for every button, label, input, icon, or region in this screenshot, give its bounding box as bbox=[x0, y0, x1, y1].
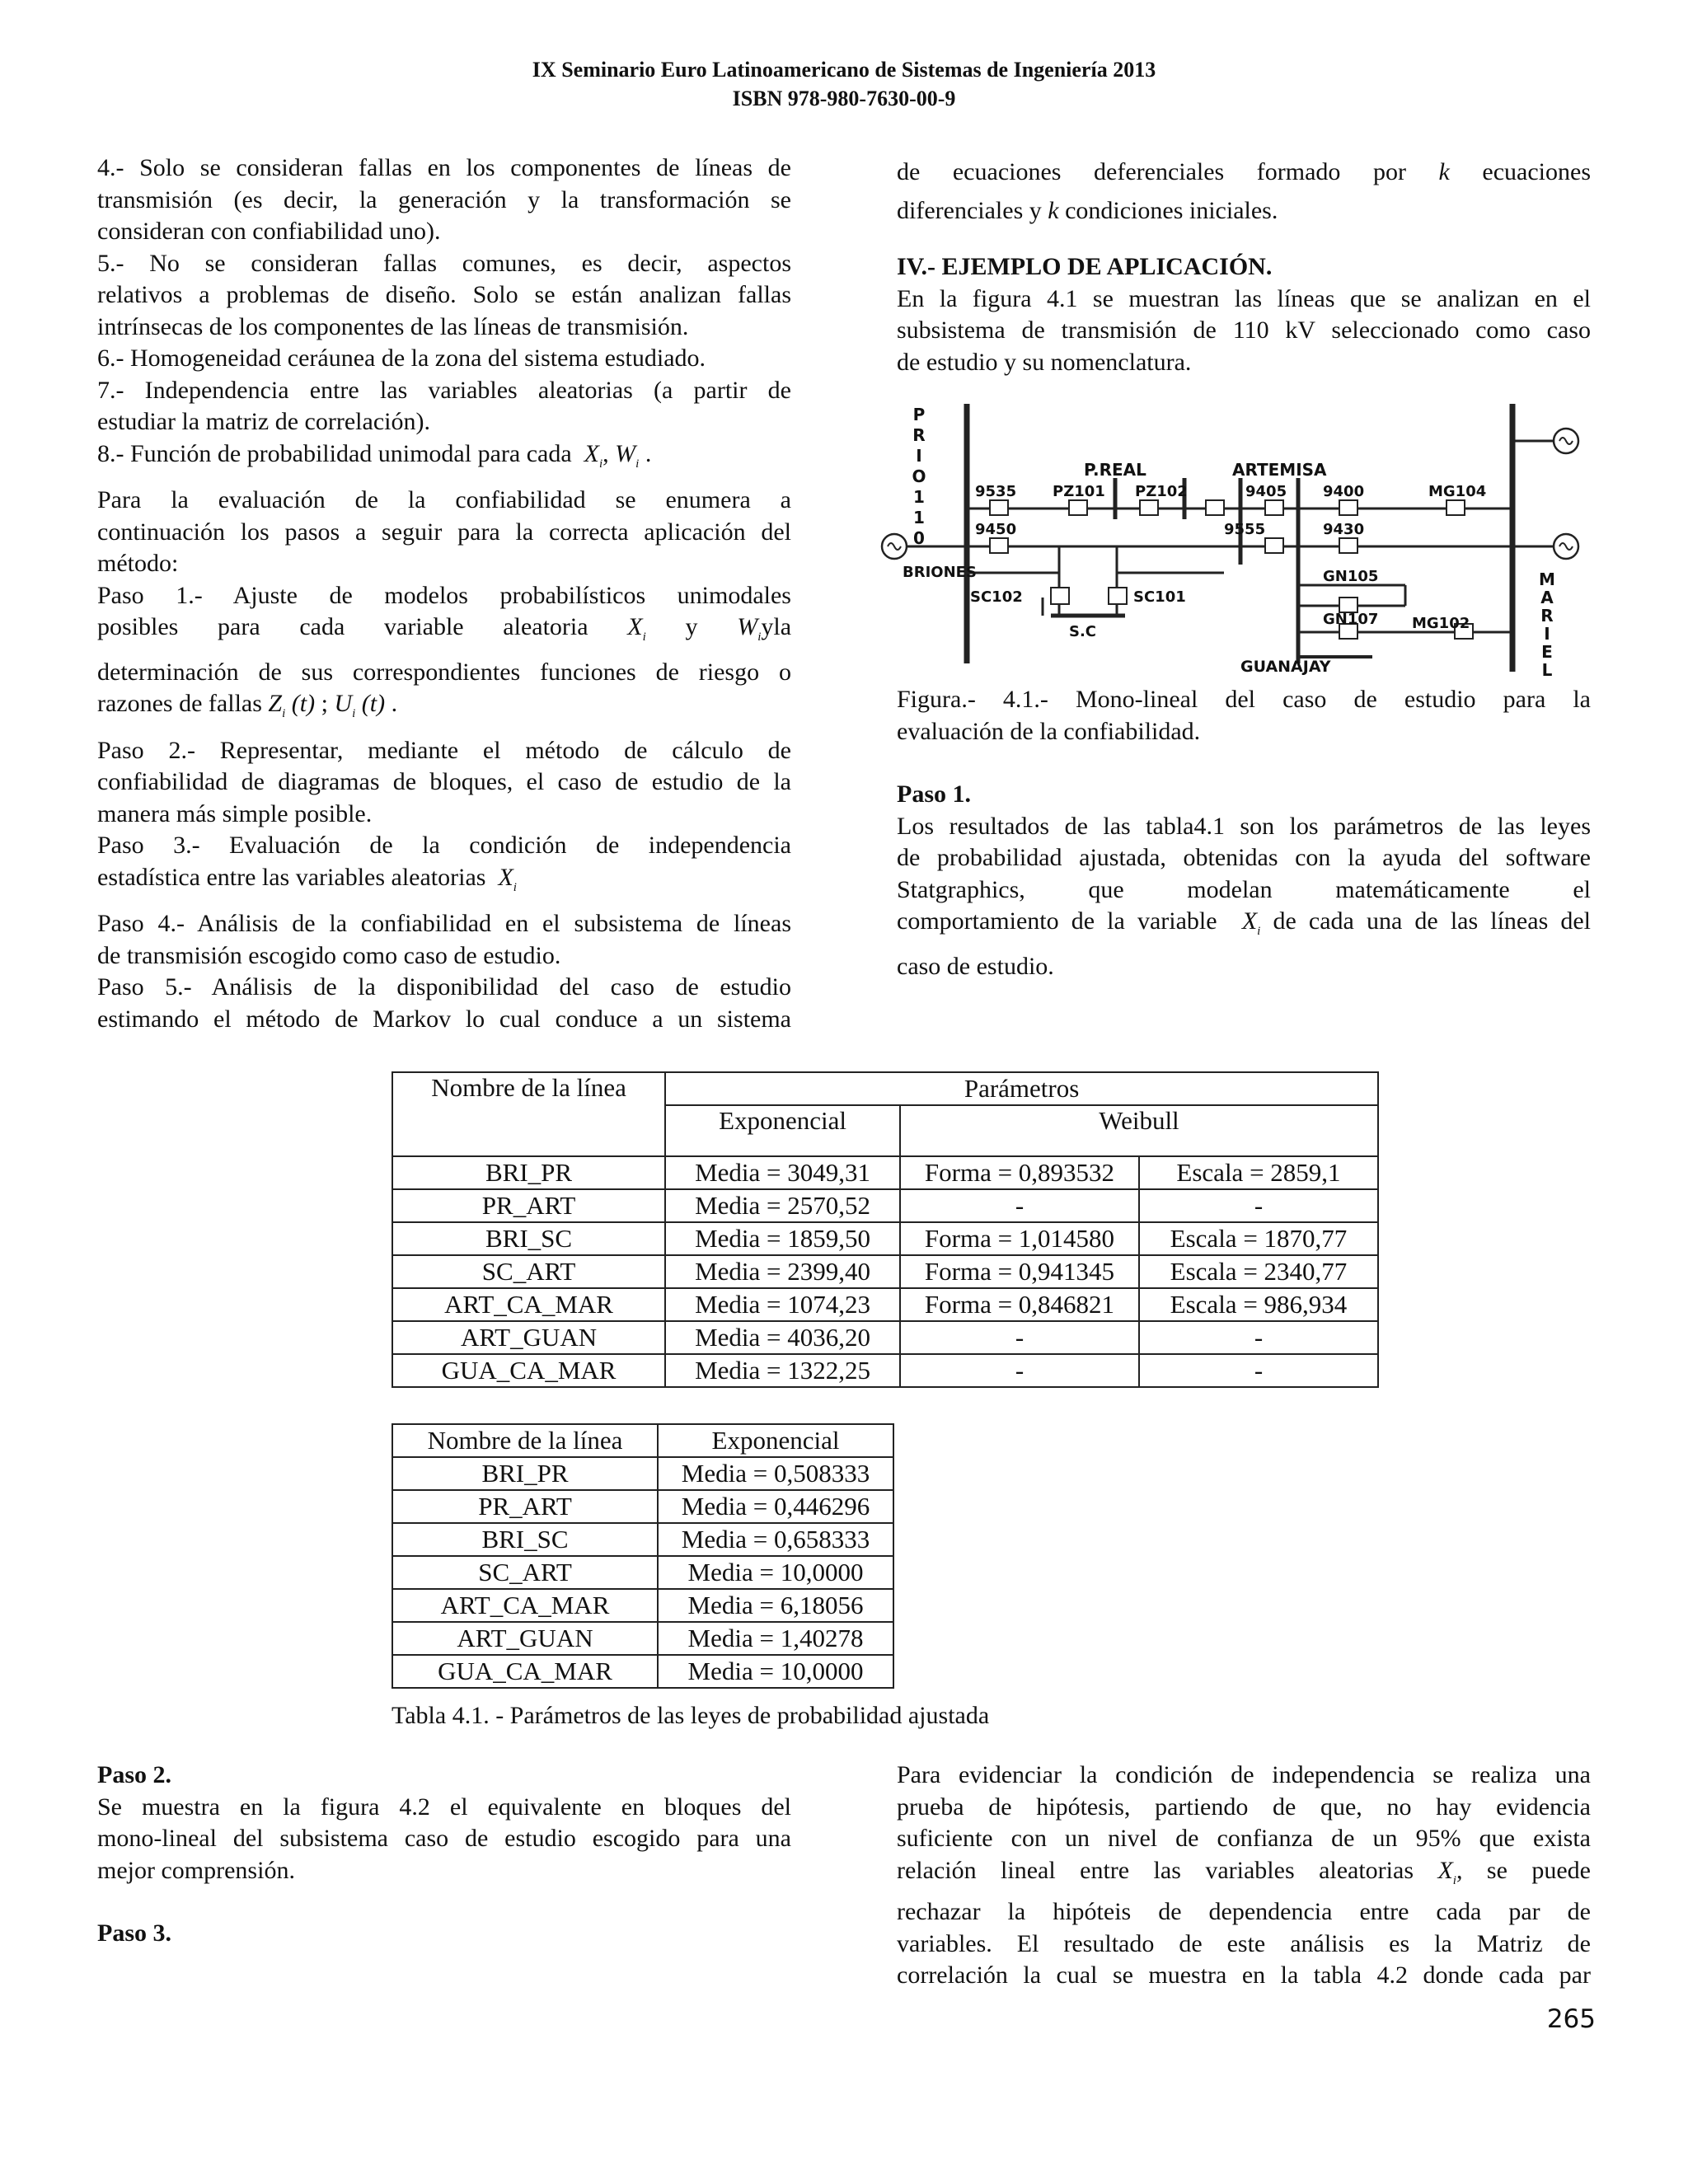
text-line: confiabilidad de diagramas de bloques, el caso de estudio de la bbox=[97, 768, 791, 795]
table-cell: - bbox=[1139, 1189, 1378, 1222]
diagram-label-9400: 9400 bbox=[1323, 483, 1365, 500]
diagram-label-gn105: GN105 bbox=[1323, 568, 1379, 585]
diagram-label-preal: P.REAL bbox=[1084, 460, 1146, 480]
text-line-r1: de ecuaciones deferenciales formado por k ecuaciones bbox=[897, 158, 1592, 185]
text-line: estudiar la matriz de correlación). bbox=[97, 408, 430, 435]
table-cell: Escala = 2340,77 bbox=[1139, 1255, 1378, 1288]
text-line: transmisión (es decir, la generación y la transformación se bbox=[97, 185, 791, 213]
text-line: relativos a problemas de diseño. Solo se están analizan fallas bbox=[97, 281, 791, 308]
diagram-label-briones: BRIONES bbox=[903, 564, 977, 581]
text-line: variables. El resultado de este análisis es la Matriz de bbox=[897, 1929, 1591, 1957]
table-cell: PR_ART bbox=[392, 1490, 658, 1523]
table-cell: Media = 3049,31 bbox=[665, 1156, 900, 1189]
text-line-r2: diferenciales y k condiciones iniciales. bbox=[897, 196, 1278, 224]
diagram-label-mg102: MG102 bbox=[1412, 615, 1470, 632]
table-row bbox=[392, 1457, 893, 1490]
text-line: Paso 4.- Análisis de la confiabilidad en el subsistema de líneas bbox=[97, 910, 791, 937]
text-line: subsistema de transmisión de 110 kV seleccionado como caso bbox=[897, 316, 1591, 344]
parameters-table bbox=[392, 1071, 1379, 1388]
table-row bbox=[392, 1321, 1378, 1354]
table-cell: Media = 4036,20 bbox=[665, 1321, 900, 1354]
table-row bbox=[392, 1255, 1378, 1288]
diagram-label-9405: 9405 bbox=[1245, 483, 1287, 500]
table-row bbox=[392, 1589, 893, 1622]
diagram-label-gn107: GN107 bbox=[1323, 611, 1379, 628]
table-row bbox=[392, 1354, 1378, 1387]
text-line: Statgraphics, que modelan matemáticamente el bbox=[897, 875, 1591, 903]
text-line: Paso 5.- Análisis de la disponibilidad del caso de estudio bbox=[97, 973, 791, 1001]
text-line: suficiente con un nivel de confianza de un 95% que exista bbox=[897, 1825, 1591, 1852]
text-line-paso1-vars: posibles para cada variable aleatoria $X_i$ y $W_iyla$ bbox=[97, 613, 792, 644]
diagram-label-prio: 1 bbox=[913, 508, 925, 527]
table-header-params: Parámetros bbox=[665, 1072, 1378, 1105]
text-line-q1d: comportamiento de la variable $X_i$ de cada una de las líneas del bbox=[897, 907, 1592, 938]
text-line: mejor comprensión. bbox=[97, 1856, 295, 1884]
table-cell: Media = 0,508333 bbox=[658, 1457, 893, 1490]
table-cell: BRI_PR bbox=[392, 1156, 665, 1189]
paso1-title: Paso 1. bbox=[897, 780, 971, 808]
diagram-label-mariel: R bbox=[1540, 606, 1554, 626]
diagram-label-prio: 0 bbox=[913, 528, 925, 548]
table-header-weibull: Weibull bbox=[900, 1105, 1378, 1156]
table-row bbox=[392, 1222, 1378, 1255]
text-line: Paso 3.- Evaluación de la condición de independencia bbox=[97, 832, 791, 859]
text-line: Para evidenciar la condición de independencia se realiza una bbox=[897, 1761, 1591, 1788]
table-header-exp: Exponencial bbox=[665, 1105, 900, 1156]
text-line: método: bbox=[97, 550, 179, 577]
diagram-label-mariel: L bbox=[1541, 660, 1553, 680]
text-line: correlación la cual se muestra en la tabla 4.2 donde cada par bbox=[897, 1961, 1591, 1989]
table-cell: - bbox=[900, 1354, 1139, 1387]
table-cell: Media = 1859,50 bbox=[665, 1222, 900, 1255]
table-row bbox=[392, 1622, 893, 1655]
text-line: consideran con confiabilidad uno). bbox=[97, 218, 441, 245]
diagram-label-mariel: M bbox=[1539, 569, 1555, 589]
table-cell: BRI_SC bbox=[392, 1523, 658, 1556]
table-cell: SC_ART bbox=[392, 1255, 665, 1288]
section-title: IV.- EJEMPLO DE APLICACIÓN. bbox=[897, 253, 1273, 280]
exponential-table bbox=[392, 1423, 894, 1689]
paso3-title: Paso 3. bbox=[97, 1919, 171, 1947]
text-line: Para la evaluación de la confiabilidad se enumera a bbox=[97, 486, 791, 513]
paso2-title: Paso 2. bbox=[97, 1761, 171, 1788]
table-cell: Escala = 986,934 bbox=[1139, 1288, 1378, 1321]
right-column-mid bbox=[897, 684, 1591, 982]
diagram-label-prio: I bbox=[916, 446, 922, 466]
text-line: caso de estudio. bbox=[897, 952, 1054, 980]
diagram-label-pz102: PZ102 bbox=[1135, 483, 1188, 500]
table-cell: Escala = 2859,1 bbox=[1139, 1156, 1378, 1189]
table-cell: Media = 6,18056 bbox=[658, 1589, 893, 1622]
table-cell: - bbox=[900, 1189, 1139, 1222]
text-line: estimando el método de Markov lo cual conduce a un sistema bbox=[97, 1005, 791, 1033]
table-row bbox=[392, 1490, 893, 1523]
table-cell: ART_GUAN bbox=[392, 1321, 665, 1354]
table-cell: - bbox=[1139, 1354, 1378, 1387]
text-line: 7.- Independencia entre las variables aleatorias (a partir de bbox=[97, 376, 791, 404]
table-cell: Forma = 0,941345 bbox=[900, 1255, 1139, 1288]
single-line-diagram bbox=[878, 400, 1603, 680]
text-line: 4.- Solo se consideran fallas en los componentes de líneas de bbox=[97, 154, 791, 181]
table-cell: - bbox=[900, 1321, 1139, 1354]
table-cell: SC_ART bbox=[392, 1556, 658, 1589]
text-line: prueba de hipótesis, partiendo de que, no hay evidencia bbox=[897, 1793, 1591, 1821]
diagram-label-mariel: E bbox=[1541, 642, 1553, 662]
diagram-label-prio: O bbox=[912, 466, 926, 486]
text-line: de estudio y su nomenclatura. bbox=[897, 348, 1192, 376]
diagram-label-prio: 1 bbox=[913, 487, 925, 507]
table-row bbox=[392, 1424, 893, 1457]
table-cell: Media = 2399,40 bbox=[665, 1255, 900, 1288]
header-isbn: ISBN 978-980-7630-00-9 bbox=[732, 87, 956, 110]
right-column-top bbox=[897, 157, 1591, 378]
text-line: Se muestra en la figura 4.2 el equivalente en bloques del bbox=[97, 1793, 791, 1821]
table-cell: BRI_SC bbox=[392, 1222, 665, 1255]
text-line-paso3: estadística entre las variables aleatorias $X_i$ bbox=[97, 863, 517, 894]
table-cell: Media = 10,0000 bbox=[658, 1556, 893, 1589]
diagram-label-9535: 9535 bbox=[975, 483, 1017, 500]
table-cell: Media = 1322,25 bbox=[665, 1354, 900, 1387]
table-cell: Media = 1,40278 bbox=[658, 1622, 893, 1655]
text-line: 5.- No se consideran fallas comunes, es decir, aspectos bbox=[97, 249, 791, 277]
table-row bbox=[392, 1156, 1378, 1189]
table-cell: ART_CA_MAR bbox=[392, 1288, 665, 1321]
table-cell: Escala = 1870,77 bbox=[1139, 1222, 1378, 1255]
table-cell: ART_CA_MAR bbox=[392, 1589, 658, 1622]
text-line: continuación los pasos a seguir para la correcta aplicación del bbox=[97, 518, 791, 546]
table-cell: GUA_CA_MAR bbox=[392, 1354, 665, 1387]
table-row bbox=[392, 1556, 893, 1589]
text-line: intrínsecas de los componentes de las líneas de transmisión. bbox=[97, 312, 689, 340]
left-column bbox=[97, 152, 791, 1035]
diagram-label-sc101: SC101 bbox=[1133, 588, 1186, 606]
diagram-label-sc102: SC102 bbox=[970, 588, 1023, 606]
text-line-paso1-funcs: razones de fallas $Z_i$ (t) ; $U_i$ (t) . bbox=[97, 690, 398, 720]
diagram-label-artemisa: ARTEMISA bbox=[1232, 460, 1327, 480]
table-cell: Forma = 0,893532 bbox=[900, 1156, 1139, 1189]
diagram-label-guanajay: GUANAJAY bbox=[1240, 658, 1331, 676]
table-cell: Media = 10,0000 bbox=[658, 1655, 893, 1688]
text-line: Paso 2.- Representar, mediante el método de cálculo de bbox=[97, 736, 791, 764]
table-cell: Forma = 1,014580 bbox=[900, 1222, 1139, 1255]
text-line: mono-lineal del subsistema caso de estudio escogido para una bbox=[97, 1825, 791, 1852]
bottom-left-column bbox=[97, 1760, 791, 1950]
text-line: Los resultados de las tabla4.1 son los parámetros de las leyes bbox=[897, 812, 1591, 840]
table-row bbox=[392, 1523, 893, 1556]
table-row bbox=[392, 1655, 893, 1688]
table-cell: Forma = 0,846821 bbox=[900, 1288, 1139, 1321]
table-cell: Media = 0,658333 bbox=[658, 1523, 893, 1556]
diagram-label-mg104: MG104 bbox=[1428, 483, 1487, 500]
table-cell: ART_GUAN bbox=[392, 1622, 658, 1655]
diagram-label-mariel: I bbox=[1544, 624, 1550, 644]
table-cell: PR_ART bbox=[392, 1189, 665, 1222]
table-cell: Media = 2570,52 bbox=[665, 1189, 900, 1222]
table-cell: Media = 1074,23 bbox=[665, 1288, 900, 1321]
diagram-label-sc: S.C bbox=[1069, 623, 1097, 640]
figure-caption: evaluación de la confiabilidad. bbox=[897, 717, 1201, 745]
table-row bbox=[392, 1288, 1378, 1321]
table-caption: Tabla 4.1. - Parámetros de las leyes de probabilidad ajustada bbox=[392, 1702, 990, 1729]
diagram-label-prio: R bbox=[912, 425, 926, 445]
table-cell: - bbox=[1139, 1321, 1378, 1354]
text-line: manera más simple posible. bbox=[97, 799, 373, 827]
table-cell: GUA_CA_MAR bbox=[392, 1655, 658, 1688]
table-cell: Media = 0,446296 bbox=[658, 1490, 893, 1523]
table-row bbox=[392, 1189, 1378, 1222]
table-header-name: Nombre de la línea bbox=[392, 1424, 658, 1457]
text-line: de transmisión escogido como caso de estudio. bbox=[97, 941, 561, 969]
bottom-right-column bbox=[897, 1760, 1591, 1992]
diagram-label-mariel: A bbox=[1540, 588, 1554, 607]
diagram-label-prio: P bbox=[912, 405, 926, 424]
text-line: determinación de sus correspondientes funciones de riesgo o bbox=[97, 658, 791, 686]
diagram-label-pz101: PZ101 bbox=[1053, 483, 1105, 500]
table-header-exp: Exponencial bbox=[658, 1424, 893, 1457]
text-line: rechazar la hipóteis de dependencia entre cada par de bbox=[897, 1898, 1591, 1925]
diagram-label-9450: 9450 bbox=[975, 521, 1017, 538]
text-line: 6.- Homogeneidad ceráunea de la zona del sistema estudiado. bbox=[97, 344, 706, 372]
table-header-name: Nombre de la línea bbox=[392, 1072, 665, 1156]
figure-caption: Figura.- 4.1.- Mono-lineal del caso de estudio para la bbox=[897, 686, 1591, 713]
text-line-c4: relación lineal entre las variables aleatorias $X_i$, se puede bbox=[897, 1856, 1591, 1887]
page-number: 265 bbox=[1546, 2004, 1596, 2034]
text-line: Paso 1.- Ajuste de modelos probabilísticos unimodales bbox=[97, 581, 791, 609]
text-line: de probabilidad ajustada, obtenidas con la ayuda del software bbox=[897, 844, 1591, 871]
table-cell: BRI_PR bbox=[392, 1457, 658, 1490]
text-line-item8: 8.- Función de probabilidad unimodal para cada $X_i$, $W_i$ . bbox=[97, 439, 652, 471]
header-title: IX Seminario Euro Latinoamericano de Sistemas de Ingeniería 2013 bbox=[532, 58, 1156, 82]
diagram-label-9430: 9430 bbox=[1323, 521, 1365, 538]
diagram-label-9555: 9555 bbox=[1224, 521, 1266, 538]
text-line: En la figura 4.1 se muestran las líneas que se analizan en el bbox=[897, 284, 1591, 312]
